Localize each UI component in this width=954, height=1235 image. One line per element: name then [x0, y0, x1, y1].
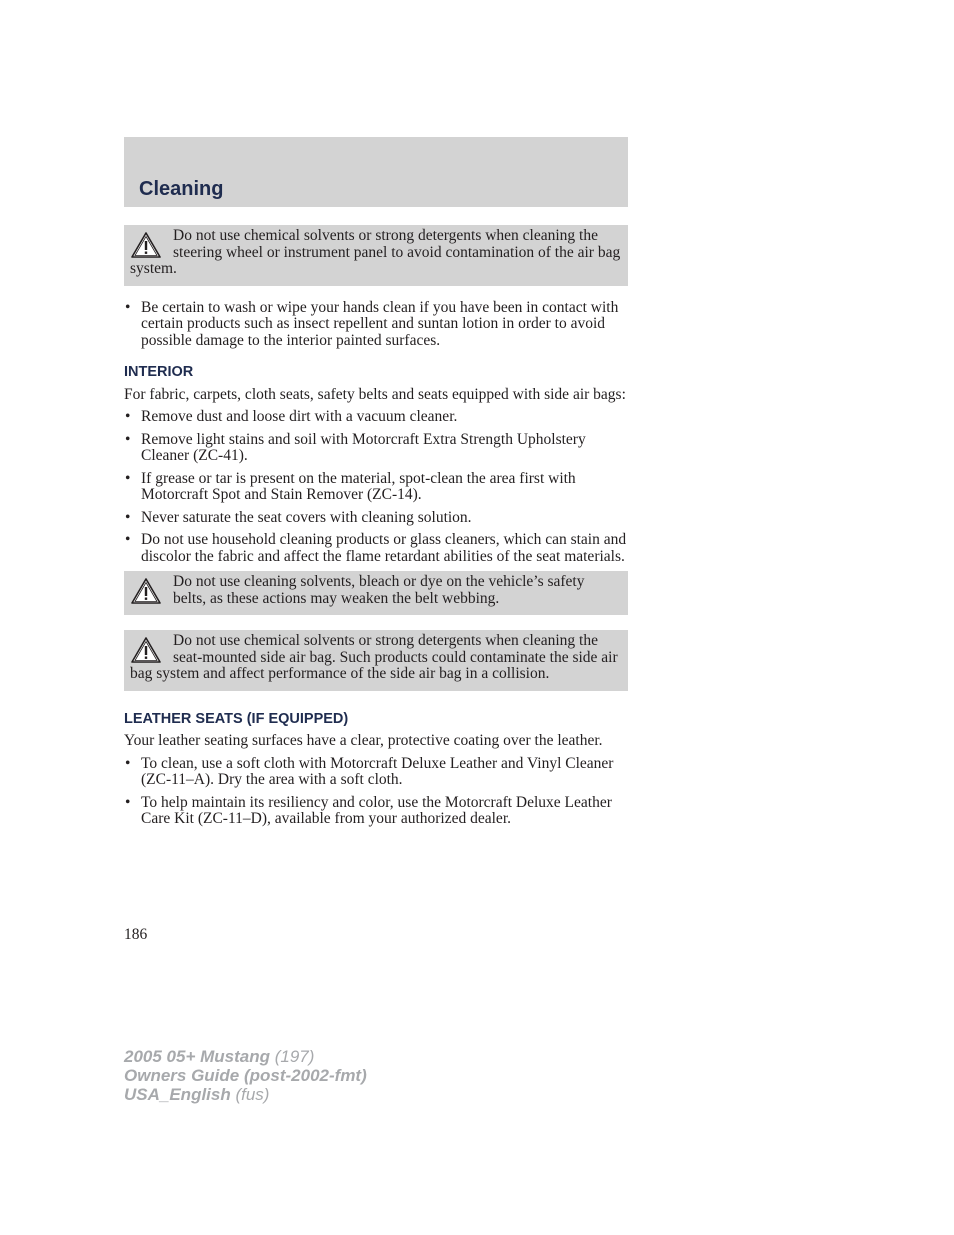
list-item: • Never saturate the seat covers with cleaning solution.	[125, 508, 472, 526]
warning-triangle-icon	[130, 231, 164, 261]
warning-triangle-icon	[130, 577, 164, 607]
warning-triangle-icon	[130, 636, 164, 666]
warning-box-airbag-steering	[124, 225, 628, 286]
warning-box-safety-belts	[124, 571, 628, 615]
list-item: • Be certain to wash or wipe your hands clean if you have been in contact with certain products such as insect repellent and suntan lotion in order to avoid possible damage to the interior painted surfaces.	[125, 298, 619, 349]
section-header-band	[124, 137, 628, 207]
footer-line-1: 2005 05+ Mustang (197)	[124, 1047, 315, 1066]
list-item: • Remove dust and loose dirt with a vacuum cleaner.	[125, 408, 458, 425]
footer-line-2: Owners Guide (post-2002-fmt)	[124, 1066, 367, 1085]
leather-intro: Your leather seating surfaces have a clear, protective coating over the leather.	[124, 732, 603, 749]
list-item: • To help maintain its resiliency and color, use the Motorcraft Deluxe Leather Care Kit (ZC-11–D), available from your authorized dealer.	[125, 793, 612, 827]
bullet-list-leather	[124, 756, 628, 828]
footer-line-3: USA_English (fus)	[124, 1085, 270, 1104]
warning-box-side-airbag	[124, 630, 628, 691]
document-footer	[124, 1047, 367, 1104]
warning-text: Do not use cleaning solvents, bleach or dye on the vehicle’s safety belts, as these actions may weaken the belt webbing.	[173, 573, 585, 607]
list-item: • Do not use household cleaning products or glass cleaners, which can stain and discolor the fabric and affect the flame retardant abilities of the seat materials.	[125, 531, 627, 565]
list-item: • If grease or tar is present on the material, spot-clean the area first with Motorcraft Spot and Stain Remover (ZC-14).	[125, 469, 576, 503]
heading-leather-seats: LEATHER SEATS (IF EQUIPPED)	[124, 710, 349, 727]
warning-text: Do not use chemical solvents or strong detergents when cleaning the steering wheel or instrument panel to avoid contamination of the air bag system.	[130, 227, 621, 277]
bullet-list-interior	[124, 409, 628, 565]
interior-intro: For fabric, carpets, cloth seats, safety belts and seats equipped with side air bags:	[124, 385, 626, 403]
section-title: Cleaning	[139, 178, 224, 200]
heading-interior: INTERIOR	[124, 364, 194, 380]
page-number: 186	[124, 926, 148, 943]
warning-text: Do not use chemical solvents or strong detergents when cleaning the seat-mounted side air bag. Such products could contaminate the side air bag system and affect performance of the side air bag in a collision.	[130, 632, 618, 682]
bullet-list-top	[124, 300, 628, 350]
list-item: • Remove light stains and soil with Motorcraft Extra Strength Upholstery Cleaner (ZC-41).	[125, 430, 586, 464]
page-content	[124, 225, 628, 834]
list-item: • To clean, use a soft cloth with Motorcraft Deluxe Leather and Vinyl Cleaner (ZC-11–A). Dry the area with a soft cloth.	[125, 754, 614, 788]
